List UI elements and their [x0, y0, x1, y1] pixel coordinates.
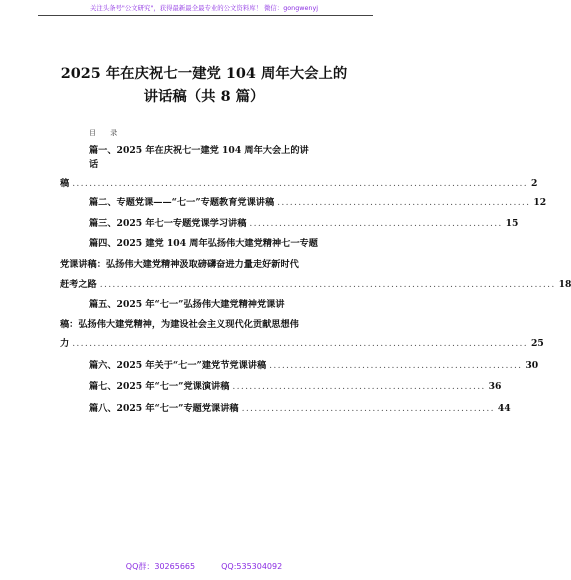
header-divider: [38, 15, 373, 16]
toc-line: [60, 258, 299, 272]
title-line-2: 讲话稿（共 8 篇）: [143, 88, 265, 105]
toc-line: [89, 144, 309, 158]
toc-entry[interactable]: [89, 359, 539, 373]
toc-line-text: 话: [89, 159, 99, 170]
toc-page-number: 44: [497, 403, 511, 414]
toc-leader-dots: ............................................................: [277, 197, 531, 208]
footer-qq: QQ:535304092: [221, 562, 283, 571]
toc-entry[interactable]: [89, 217, 519, 231]
toc-leader-dots: ............................................................: [232, 381, 486, 392]
toc-line-text: 党课讲稿：弘扬伟大建党精神汲取磅礴奋进力量走好新时代: [60, 259, 299, 270]
toc-entry[interactable]: [89, 402, 511, 416]
toc-line-text: 篇七、2025 年“七一”党课演讲稿: [89, 381, 230, 392]
toc-entry[interactable]: [60, 177, 538, 191]
toc-line-text: 篇五、2025 年“七一”弘扬伟大建党精神党课讲: [89, 299, 285, 310]
toc-leader-dots: ............................................................................................................: [72, 338, 528, 349]
toc-line: [89, 158, 98, 172]
toc-entry[interactable]: [60, 278, 571, 292]
title-line-1: 2025 年在庆祝七一建党 104 周年大会上的: [60, 65, 348, 82]
footer-qq-group: QQ群：30265665: [125, 562, 196, 571]
toc-page-number: 36: [488, 381, 502, 392]
toc-line-text: 篇六、2025 年关于“七一”建党节党课讲稿: [89, 360, 267, 371]
toc-page-number: 12: [533, 197, 547, 208]
toc-line-text: 篇一、2025 年在庆祝七一建党 104 周年大会上的讲: [89, 145, 309, 156]
toc-line-text: 篇三、2025 年七一专题党课学习讲稿: [89, 218, 247, 229]
header-banner: 关注头条号"公文研究"，获得最新最全最专业的公文资料库！ 微信：gongwenyj: [89, 4, 319, 12]
toc-line-text: 赶考之路: [60, 279, 97, 290]
toc-line-text: 篇二、专题党课——“七一”专题教育党课讲稿: [89, 197, 275, 208]
toc-line-text: 篇八、2025 年“七一”专题党课讲稿: [89, 403, 239, 414]
toc-page-number: 2: [531, 178, 538, 189]
toc-page-number: 30: [525, 360, 539, 371]
toc-leader-dots: ............................................................................................................: [99, 279, 556, 290]
toc-leader-dots: ............................................................: [249, 218, 503, 229]
toc-line-text: 稿：弘扬伟大建党精神，为建设社会主义现代化贡献思想伟: [60, 319, 299, 330]
toc-line-text: 篇四、2025 建党 104 周年弘扬伟大建党精神七一专题: [89, 238, 318, 249]
toc-leader-dots: ............................................................................................................: [72, 178, 528, 189]
toc-page-number: 15: [505, 218, 519, 229]
document-title: [30, 62, 378, 108]
toc-leader-dots: ............................................................: [269, 360, 523, 371]
footer-contact: [0, 561, 408, 572]
toc-line: [89, 298, 285, 312]
toc-line-text: 稿: [60, 178, 70, 189]
toc-entry[interactable]: [89, 196, 547, 210]
toc-line: [89, 237, 318, 251]
toc-leader-dots: ............................................................: [241, 403, 495, 414]
toc-page-number: 25: [531, 338, 544, 349]
toc-label: 目 录: [89, 129, 124, 137]
toc-entry[interactable]: [60, 337, 544, 351]
toc-line-text: 力: [60, 338, 70, 349]
toc-line: [60, 318, 299, 332]
toc-page-number: 18: [558, 279, 571, 290]
toc-entry[interactable]: [89, 380, 502, 394]
